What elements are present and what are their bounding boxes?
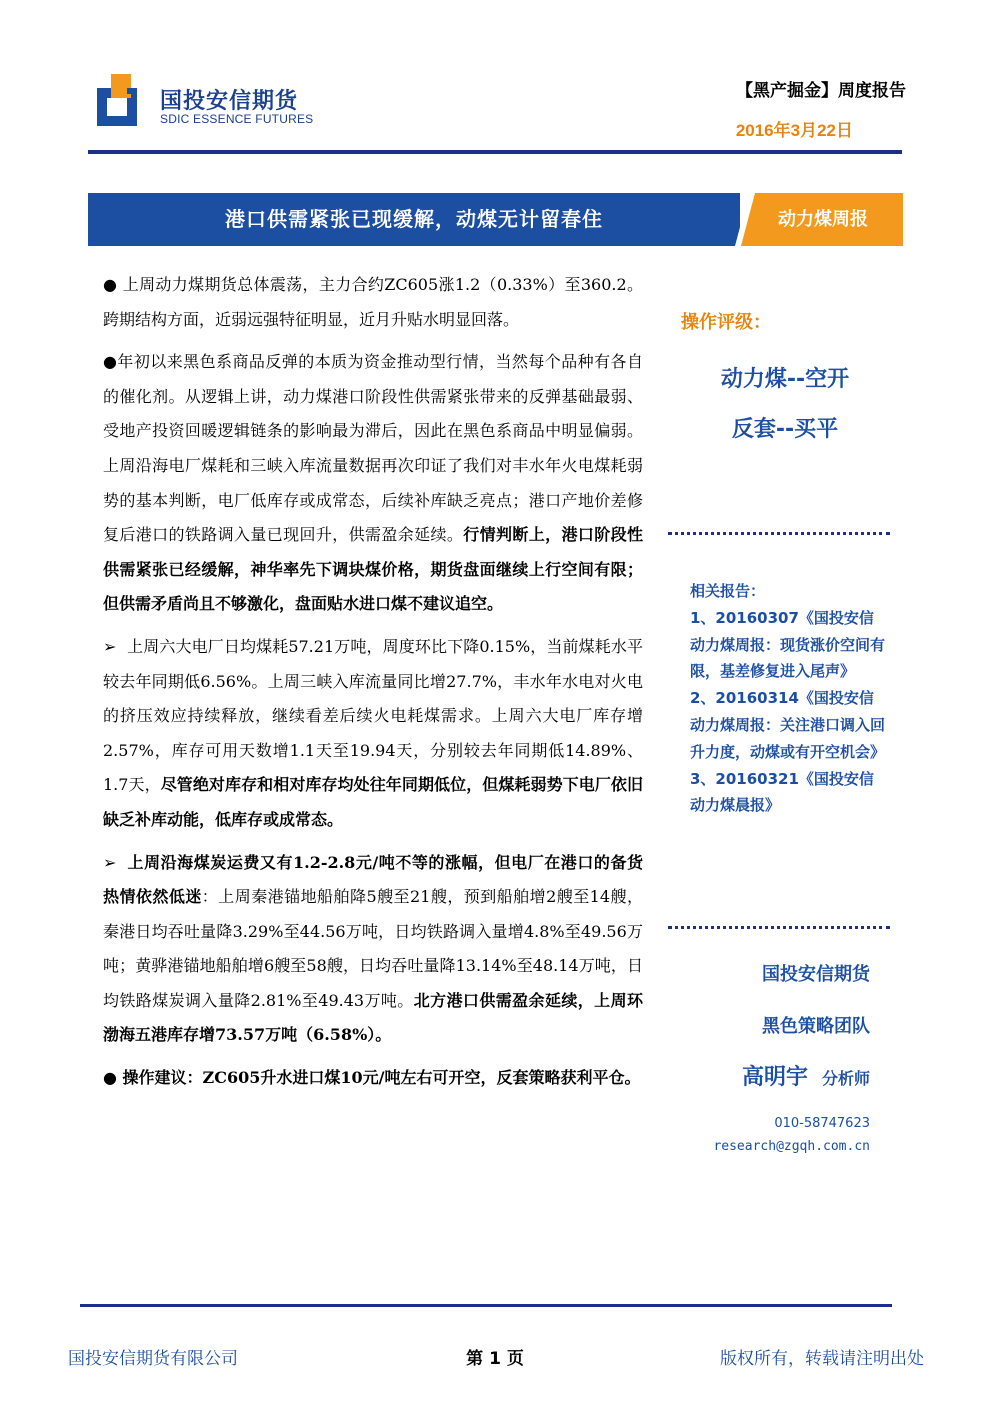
port-paragraph: ➢ 上周沿海煤炭运费又有1.2-2.8元/吨不等的涨幅，但电厂在港口的备货热情依然低迷：上周秦港锚地船舶降5艘至21艘，预到船舶增2艘至14艘，秦港日均吞吐量降3.29%至44.56万吨，日均铁路调入量增4.8%至49.56万吨；黄骅港锚地船舶增6艘至58艘，日均吞吐量降13.14%至48.14万吨，日均铁路煤炭调入量降2.81%至49.43万吨。北方港口供需盈余延续，上周环渤海五港库存增73.57万吨（6.58%）。 bbox=[103, 846, 643, 1054]
market-judgment: 行情判断上，港口阶段性供需紧张已经缓解，神华率先下调块煤价格，期货盘面继续上行空间有限；但供需矛盾尚且不够激化，盘面贴水进口煤不建议追空。 bbox=[103, 525, 643, 614]
power-plant-paragraph: ➢ 上周六大电厂日均煤耗57.21万吨，周度环比下降0.15%，当前煤耗水平较去年同期低6.56%。上周三峡入库流量同比增27.7%，丰水年水电对火电的挤压效应持续释放，继续看差后续火电耗煤需求。上周六大电厂库存增2.57%，库存可用天数增1.1天至19.94天，分别较去年同期低14.89%、1.7天，尽管绝对库存和相对库存均处往年同期低位，但煤耗弱势下电厂依旧缺乏补库动能，低库存或成常态。 bbox=[103, 630, 643, 838]
page-number: 第 1 页 bbox=[466, 1349, 524, 1369]
analyst-role: 分析师 bbox=[821, 1069, 870, 1088]
related-report-item[interactable]: 3、20160321《国投安信动力煤晨报》 bbox=[690, 769, 874, 815]
related-report-item[interactable]: 2、20160314《国投安信动力煤周报：关注港口调入回升力度，动煤或有开空机会》 bbox=[690, 689, 886, 761]
report-date: 2016年3月22日 bbox=[735, 121, 853, 140]
analyst-name: 高明宇 bbox=[741, 1065, 808, 1090]
related-reports bbox=[690, 578, 886, 819]
rating-label: 操作评级： bbox=[681, 312, 771, 333]
footer-company: 国投安信期货有限公司 bbox=[68, 1349, 238, 1369]
contact-phone: 010-58747623 bbox=[774, 1116, 870, 1131]
category-tag: 动力煤周报 bbox=[778, 209, 868, 230]
company-logo-english: SDIC ESSENCE FUTURES bbox=[160, 112, 314, 126]
main-content bbox=[103, 268, 643, 1104]
company-logo-text: 国投安信期货 bbox=[160, 89, 299, 114]
sidebar-divider bbox=[668, 532, 890, 535]
related-reports-title: 相关报告： bbox=[690, 582, 766, 600]
header-divider bbox=[88, 150, 902, 154]
arrow-bullet-icon: ➢ bbox=[103, 636, 117, 656]
sidebar-team: 黑色策略团队 bbox=[762, 1016, 870, 1037]
sidebar-divider bbox=[668, 926, 890, 929]
rating-thermal-coal: 动力煤--空开 bbox=[720, 367, 850, 392]
sidebar-company: 国投安信期货 bbox=[762, 964, 870, 985]
summary-paragraph: ● 上周动力煤期货总体震荡，主力合约ZC605涨1.2（0.33%）至360.2。跨期结构方面，近弱远强特征明显，近月升贴水明显回落。 bbox=[103, 275, 643, 329]
footer-copyright: 版权所有，转载请注明出处 bbox=[720, 1349, 924, 1369]
related-report-item[interactable]: 1、20160307《国投安信动力煤周报：现货涨价空间有限，基差修复进入尾声》 bbox=[690, 608, 886, 681]
analysis-paragraph: ●年初以来黑色系商品反弹的本质为资金推动型行情，当然每个品种有各自的催化剂。从逻辑上讲，动力煤港口阶段性供需紧张带来的反弹基础最弱、受地产投资回暖逻辑链条的影响最为滞后，因此在黑色系商品中明显偏弱。上周沿海电厂煤耗和三峡入库流量数据再次印证了我们对丰水年火电煤耗弱势的基本判断，电厂低库存或成常态，后续补库缺乏亮点；港口产地价差修复后港口的铁路调入量已现回升，供需盈余延续。行情判断上，港口阶段性供需紧张已经缓解，神华率先下调块煤价格，期货盘面继续上行空间有限；但供需矛盾尚且不够激化，盘面贴水进口煤不建议追空。 bbox=[103, 352, 643, 614]
footer-divider bbox=[80, 1304, 892, 1307]
rating-reverse-arbitrage: 反套--买平 bbox=[731, 417, 839, 442]
report-title: 港口供需紧张已现缓解，动煤无计留春住 bbox=[225, 207, 603, 231]
logo-icon bbox=[97, 74, 145, 126]
contact-email[interactable]: research@zgqh.com.cn bbox=[713, 1139, 870, 1154]
report-type: 【黑产掘金】周度报告 bbox=[736, 81, 906, 101]
analyst bbox=[742, 1060, 870, 1091]
arrow-bullet-icon: ➢ bbox=[103, 852, 117, 872]
operation-advice: ● 操作建议：ZC605升水进口煤10元/吨左右可开空，反套策略获利平仓。 bbox=[103, 1068, 641, 1088]
